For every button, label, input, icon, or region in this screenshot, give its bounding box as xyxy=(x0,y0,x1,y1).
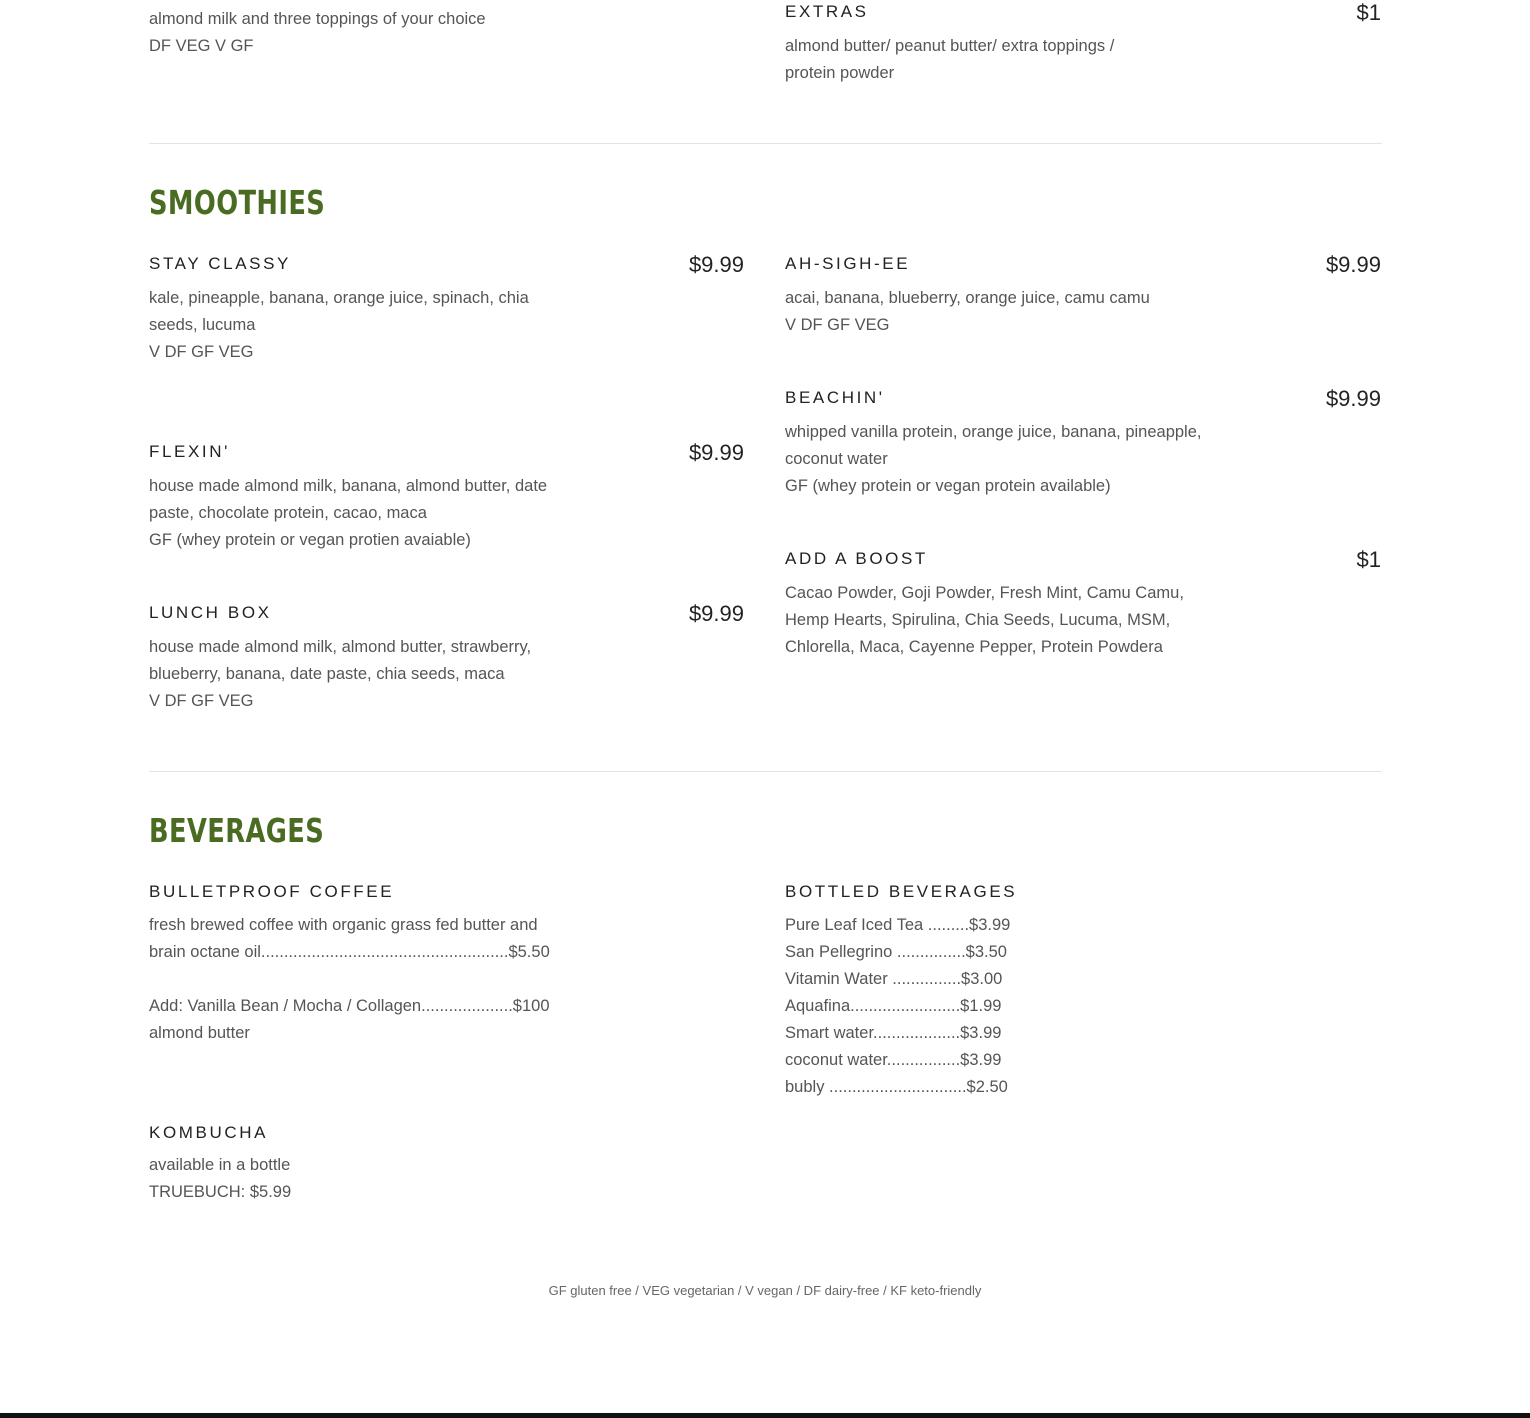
description-line: almond butter xyxy=(149,1024,250,1042)
item-description-bottled-beverages xyxy=(785,912,1010,1101)
list-item: Aquafina........................$1.99 xyxy=(785,997,1002,1015)
item-price-add-a-boost: $1 xyxy=(1356,547,1381,572)
item-price-lunch-box: $9.99 xyxy=(688,601,744,626)
item-description-extras xyxy=(785,33,1114,87)
item-description-lunch-box xyxy=(149,634,531,715)
item-name-lunch-box: LUNCH BOX xyxy=(149,603,272,622)
description-line: house made almond milk, banana, almond butter, date xyxy=(149,477,548,495)
description-line: protein powder xyxy=(785,64,895,82)
section-title-beverages: BEVERAGES xyxy=(149,811,325,850)
dietary-tags: V DF GF VEG xyxy=(149,343,254,361)
item-name-flexin: FLEXIN' xyxy=(149,442,230,461)
description-line: almond butter/ peanut butter/ extra toppings / xyxy=(785,37,1115,55)
description-line: seeds, lucuma xyxy=(149,316,256,334)
description-line: Cacao Powder, Goji Powder, Fresh Mint, Camu Camu, xyxy=(785,584,1184,602)
description-line: whipped vanilla protein, orange juice, banana, pineapple, xyxy=(785,423,1202,441)
description-line: Hemp Hearts, Spirulina, Chia Seeds, Lucuma, MSM, xyxy=(785,611,1171,629)
description-line: coconut water xyxy=(785,450,888,468)
item-name-extras: EXTRAS xyxy=(785,2,869,21)
list-item: Vitamin Water ...............$3.00 xyxy=(785,970,1003,988)
item-name-beachin: BEACHIN' xyxy=(785,388,885,407)
description-line: Add: Vanilla Bean / Mocha / Collagen....................$100 xyxy=(149,997,550,1015)
dietary-tags: GF (whey protein or vegan protein available) xyxy=(785,477,1111,495)
item-price-beachin: $9.99 xyxy=(1325,386,1381,411)
dietary-legend: GF gluten free / VEG vegetarian / V vegan / DF dairy-free / KF keto-friendly xyxy=(548,1283,982,1298)
description-line xyxy=(149,966,550,993)
item-price-flexin: $9.99 xyxy=(688,440,744,465)
section-title-smoothies: SMOOTHIES xyxy=(149,183,326,222)
dietary-tags: DF VEG V GF xyxy=(149,37,254,55)
description-line: kale, pineapple, banana, orange juice, spinach, chia xyxy=(149,289,529,307)
page-bottom-bar xyxy=(0,1413,1530,1418)
description-line: brain octane oil......................................................$5.50 xyxy=(149,943,550,961)
description-line: available in a bottle xyxy=(149,1156,291,1174)
item-description-flexin xyxy=(149,473,547,554)
description-line: house made almond milk, almond butter, strawberry, xyxy=(149,638,532,656)
item-description-ah-sigh-ee xyxy=(785,285,1150,339)
dietary-tags: GF (whey protein or vegan protien avaiable) xyxy=(149,531,471,549)
list-item: Smart water...................$3.99 xyxy=(785,1024,1002,1042)
item-name-kombucha: KOMBUCHA xyxy=(149,1123,269,1142)
description-line: Chlorella, Maca, Cayenne Pepper, Protein Powdera xyxy=(785,638,1163,656)
item-name-stay-classy: STAY CLASSY xyxy=(149,254,291,273)
item-description-bulletproof-coffee xyxy=(149,912,550,1047)
item-description-beachin xyxy=(785,419,1201,500)
section-divider xyxy=(149,771,1382,772)
description-line: TRUEBUCH: $5.99 xyxy=(149,1183,292,1201)
item-name-bottled-beverages: BOTTLED BEVERAGES xyxy=(785,882,1018,901)
item-name-add-a-boost: ADD A BOOST xyxy=(785,549,928,568)
item-name-bulletproof-coffee: BULLETPROOF COFFEE xyxy=(149,882,395,901)
description-line: almond milk and three toppings of your choice xyxy=(149,10,486,28)
item-description-stay-classy xyxy=(149,285,529,366)
dietary-tags: V DF GF VEG xyxy=(785,316,890,334)
item-description-add-a-boost xyxy=(785,580,1184,661)
description-line: paste, chocolate protein, cacao, maca xyxy=(149,504,427,522)
item-price-ah-sigh-ee: $9.99 xyxy=(1325,252,1381,277)
list-item: coconut water................$3.99 xyxy=(785,1051,1002,1069)
item-description-kombucha xyxy=(149,1152,291,1206)
item-price-extras: $1 xyxy=(1356,0,1381,25)
item-name-ah-sigh-ee: AH-SIGH-EE xyxy=(785,254,911,273)
dietary-tags: V DF GF VEG xyxy=(149,692,254,710)
top-left-description xyxy=(149,6,486,60)
description-line: fresh brewed coffee with organic grass fed butter and xyxy=(149,916,538,934)
list-item: bubly ..............................$2.50 xyxy=(785,1078,1008,1096)
section-divider xyxy=(149,143,1382,144)
description-line: blueberry, banana, date paste, chia seeds, maca xyxy=(149,665,505,683)
description-line: acai, banana, blueberry, orange juice, camu camu xyxy=(785,289,1150,307)
item-price-stay-classy: $9.99 xyxy=(688,252,744,277)
list-item: Pure Leaf Iced Tea .........$3.99 xyxy=(785,916,1011,934)
list-item: San Pellegrino ...............$3.50 xyxy=(785,943,1007,961)
